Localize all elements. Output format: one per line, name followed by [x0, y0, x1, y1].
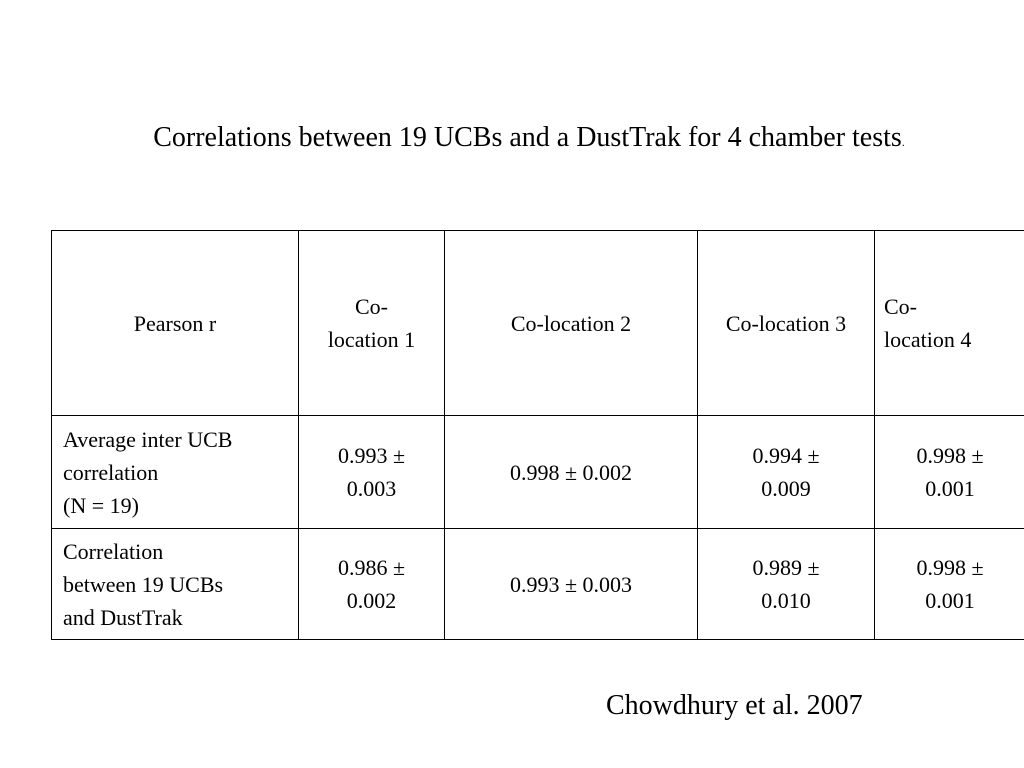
table-cell: 0.998 ± 0.001 — [875, 529, 1024, 640]
table-cell: 0.994 ± 0.009 — [698, 416, 875, 529]
table-cell: 0.986 ± 0.002 — [299, 529, 445, 640]
header-co-location-2: Co-location 2 — [445, 231, 698, 416]
correlation-table — [51, 230, 1024, 640]
header-co-location-4: Co- location 4 — [875, 231, 1024, 416]
row-label-average-inter-ucb: Average inter UCB correlation (N = 19) — [52, 416, 299, 529]
row-label-correlation-ucbs-dusttrak: Correlation between 19 UCBs and DustTrak — [52, 529, 299, 640]
table-cell: 0.998 ± 0.001 — [875, 416, 1024, 529]
header-co-location-3: Co-location 3 — [698, 231, 875, 416]
slide-title-period: . — [901, 135, 905, 149]
table-header-row — [52, 231, 1024, 416]
table-row — [52, 416, 1024, 529]
slide-title — [0, 121, 1024, 159]
citation: Chowdhury et al. 2007 — [606, 690, 863, 721]
slide-title-text: Correlations between 19 UCBs and a DustTrak for 4 chamber tests — [153, 122, 902, 153]
table-cell: 0.998 ± 0.002 — [445, 416, 698, 529]
header-pearson-r: Pearson r — [52, 231, 299, 416]
table-cell: 0.993 ± 0.003 — [299, 416, 445, 529]
table-cell: 0.989 ± 0.010 — [698, 529, 875, 640]
header-co-location-1: Co- location 1 — [299, 231, 445, 416]
table-cell: 0.993 ± 0.003 — [445, 529, 698, 640]
table-row — [52, 529, 1024, 640]
